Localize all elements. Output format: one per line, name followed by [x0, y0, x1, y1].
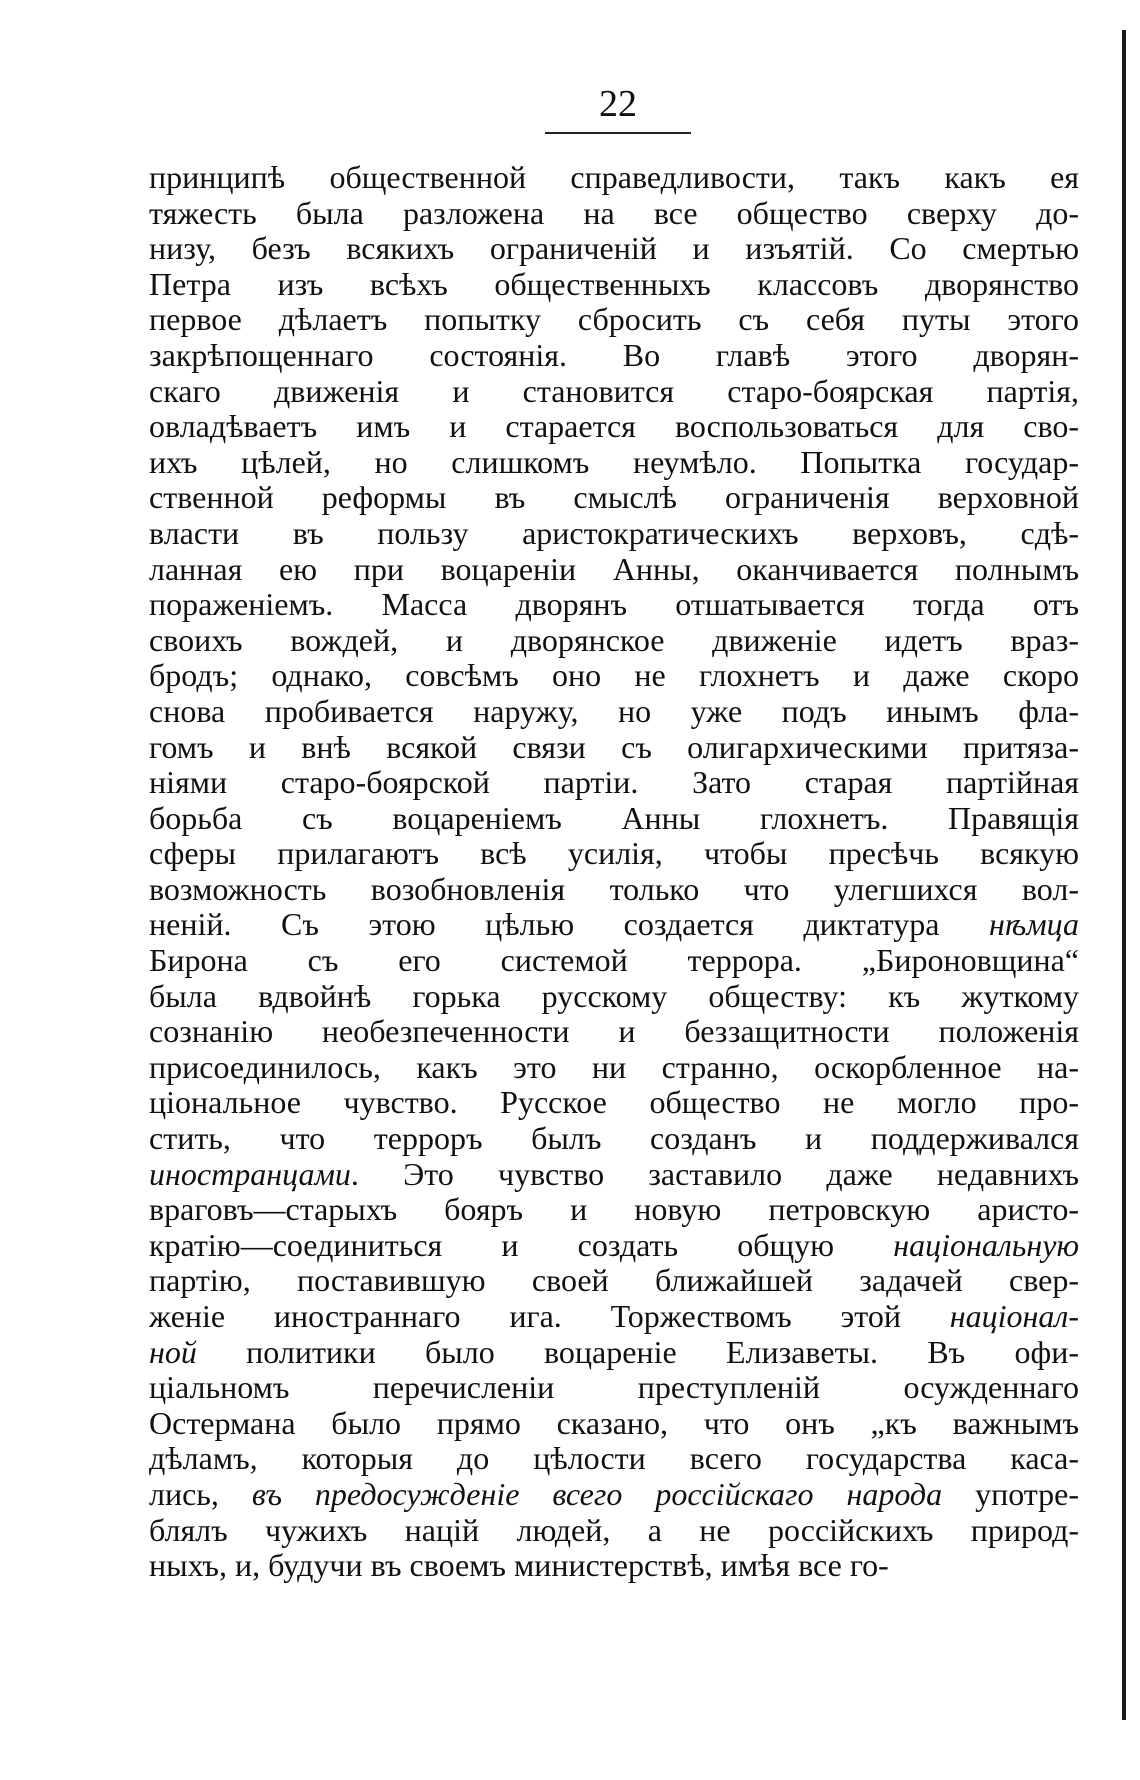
text-line: [149, 1513, 1079, 1549]
line-text: ственной реформы въ смыслѣ ограниченія верховной: [149, 480, 1079, 516]
italic-text: въ предосужденіе всего россійскаго народа: [251, 1476, 943, 1512]
text-line: [149, 445, 1079, 481]
text-line: [149, 160, 1079, 196]
line-text: власти въ пользу аристократическихъ верховъ, сдѣ-: [149, 515, 1079, 551]
text-line: [149, 338, 1079, 374]
line-text: ніями старо-боярской партіи. Зато старая партійная: [149, 765, 1079, 801]
text-line: [149, 552, 1079, 588]
line-text: употре-: [942, 1476, 1079, 1512]
text-line: [149, 480, 1079, 516]
line-text: ихъ цѣлей, но слишкомъ неумѣло. Попытка государ-: [149, 444, 1079, 480]
line-text: овладѣваетъ имъ и старается воспользоваться для сво-: [149, 409, 1079, 445]
text-line: [149, 1157, 1079, 1193]
line-text: тяжесть была разложена на все общество сверху до-: [149, 195, 1079, 231]
text-line: [149, 1370, 1079, 1406]
line-text: скаго движенія и становится старо-боярская партія,: [149, 373, 1079, 409]
body-text: [149, 160, 1079, 1584]
text-line: [149, 836, 1079, 872]
text-line: [149, 1121, 1079, 1157]
line-text: Остермана было прямо сказано, что онъ „къ важнымъ: [149, 1405, 1079, 1441]
line-text: присоединилось, какъ это ни странно, оскорбленное на-: [149, 1049, 1079, 1085]
line-text: Петра изъ всѣхъ общественныхъ классовъ дворянство: [149, 266, 1079, 302]
line-text: низу, безъ всякихъ ограниченій и изъятій. Со смертью: [149, 231, 1079, 267]
page-number: 22: [599, 83, 637, 125]
text-line: [149, 1263, 1079, 1299]
text-line: [149, 1228, 1079, 1264]
text-line: [149, 1014, 1079, 1050]
line-text: бродъ; однако, совсѣмъ оно не глохнетъ и даже скоро: [149, 658, 1079, 694]
line-text: враговъ—старыхъ бояръ и новую петровскую аристо-: [149, 1192, 1079, 1228]
text-line: [149, 587, 1079, 623]
line-text: ланная ею при воцареніи Анны, оканчивается полнымъ: [149, 551, 1079, 587]
text-line: [149, 267, 1079, 303]
text-line: [149, 409, 1079, 445]
text-line: [149, 1441, 1079, 1477]
text-line: [149, 516, 1079, 552]
line-text: сознанію необезпеченности и беззащитности положенія: [149, 1014, 1079, 1050]
text-line: [149, 1477, 1079, 1513]
line-text: была вдвойнѣ горька русскому обществу: къ жуткому: [149, 978, 1079, 1014]
italic-text: ной: [149, 1334, 197, 1370]
page-binding-edge: [1122, 30, 1126, 1720]
text-line: [149, 1335, 1079, 1371]
line-text: партію, поставившую своей ближайшей задачей свер-: [149, 1263, 1079, 1299]
italic-text: націонал-: [949, 1299, 1079, 1334]
line-text: принципѣ общественной справедливости, такъ какъ ея: [149, 160, 1079, 195]
line-text: ныхъ, и, будучи въ своемъ министерствѣ, имѣя все го-: [149, 1548, 889, 1584]
line-text: ціональное чувство. Русское общество не могло про-: [149, 1085, 1079, 1121]
line-text: Бирона съ его системой террора. „Бироновщина“: [149, 943, 1079, 979]
line-text: возможность возобновленія только что улегшихся вол-: [149, 871, 1079, 907]
line-text: закрѣпощеннаго состоянія. Во главѣ этого дворян-: [149, 337, 1079, 373]
text-line: [149, 765, 1079, 801]
italic-text: нѣмца: [988, 907, 1079, 943]
line-text: снова пробивается наружу, но уже подъ инымъ фла-: [149, 693, 1079, 729]
line-text: гомъ и внѣ всякой связи съ олигархическими притяза-: [149, 729, 1079, 765]
page-header: [0, 82, 1140, 142]
page-number-rule: [545, 132, 691, 134]
text-line: [149, 231, 1079, 267]
italic-text: иностранцами: [149, 1156, 351, 1192]
text-line: [149, 1085, 1079, 1121]
line-text: пораженіемъ. Масса дворянъ отшатывается тогда отъ: [149, 587, 1079, 623]
text-line: [149, 1299, 1079, 1335]
italic-text: національную: [893, 1227, 1079, 1263]
line-text: . Это чувство заставило даже недавнихъ: [350, 1156, 1079, 1192]
line-text: первое дѣлаетъ попытку сбросить съ себя путы этого: [149, 302, 1079, 338]
line-text: стить, что терроръ былъ созданъ и поддерживался: [149, 1121, 1079, 1157]
text-line: [149, 302, 1079, 338]
text-line: [149, 196, 1079, 232]
text-line: [149, 1548, 1079, 1584]
line-text: борьба съ воцареніемъ Анны глохнетъ. Правящія: [149, 800, 1079, 836]
text-line: [149, 623, 1079, 659]
text-line: [149, 1406, 1079, 1442]
text-line: [149, 1192, 1079, 1228]
text-line: [149, 374, 1079, 410]
text-line: [149, 658, 1079, 694]
line-text: кратію—соединиться и создать общую: [149, 1227, 894, 1263]
text-line: [149, 1050, 1079, 1086]
text-line: [149, 801, 1079, 837]
text-line: [149, 730, 1079, 766]
line-text: сферы прилагаютъ всѣ усилія, чтобы пресѣчь всякую: [149, 836, 1079, 872]
text-line: [149, 872, 1079, 908]
text-line: [149, 979, 1079, 1015]
line-text: дѣламъ, которыя до цѣлости всего государства каса-: [149, 1441, 1079, 1477]
text-line: [149, 694, 1079, 730]
line-text: своихъ вождей, и дворянское движеніе идетъ враз-: [149, 622, 1079, 658]
line-text: женіе иностраннаго ига. Торжествомъ этой: [149, 1299, 950, 1334]
line-text: ціальномъ перечисленіи преступленій осужденнаго: [149, 1370, 1079, 1406]
line-text: политики было воцареніе Елизаветы. Въ офи-: [196, 1334, 1079, 1370]
text-line: [149, 907, 1079, 943]
line-text: блялъ чужихъ націй людей, а не россійскихъ природ-: [149, 1512, 1079, 1548]
text-line: [149, 943, 1079, 979]
line-text: лись,: [149, 1476, 252, 1512]
line-text: неній. Съ этою цѣлью создается диктатура: [149, 907, 989, 943]
